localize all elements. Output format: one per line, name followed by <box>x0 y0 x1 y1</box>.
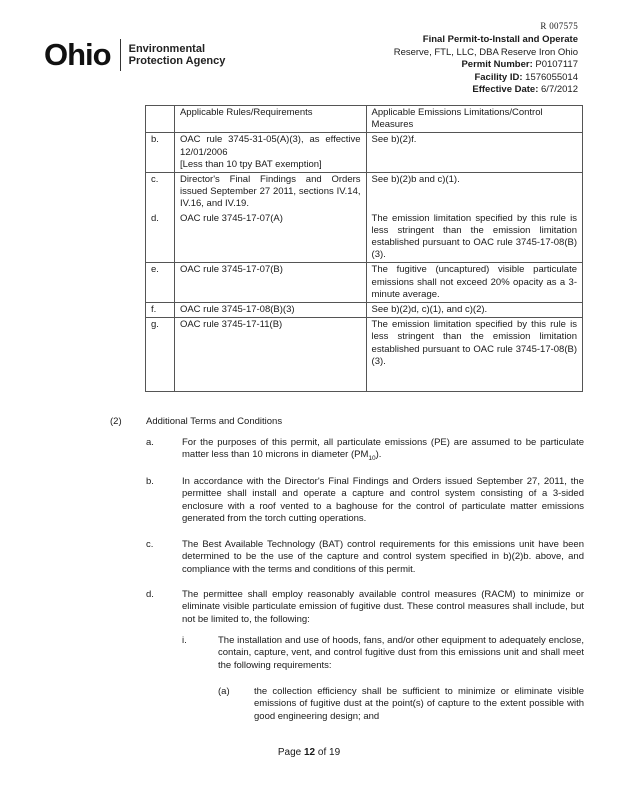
permit-number-line <box>340 59 578 72</box>
item-text: The Best Available Technology (BAT) control requirements for this emissions unit have been determined to be the use of the capture and control system specified in b)(2)b. above, and compliance with the terms and conditions of this permit. <box>182 539 584 575</box>
footer-prefix: Page <box>277 747 304 758</box>
effective-date-label: Effective Date: <box>472 84 539 96</box>
table-row <box>146 263 583 303</box>
row-limit <box>366 318 582 392</box>
row-rule: OAC rule 3745-17-08(B)(3) <box>174 303 366 318</box>
table-row <box>146 133 583 173</box>
row-letter: e. <box>146 263 175 303</box>
permit-number-label: Permit Number: <box>461 59 533 71</box>
row-letter: d. <box>146 212 175 263</box>
permit-number-value: P0107117 <box>535 59 578 71</box>
logo-agency-line2: Protection Agency <box>128 55 226 67</box>
permit-title: Final Permit-to-Install and Operate <box>422 34 578 45</box>
logo-agency-name <box>129 43 226 68</box>
section-title: Additional Terms and Conditions <box>146 416 283 427</box>
subsubitem-label: (a) <box>218 686 230 697</box>
item-label: c. <box>146 539 154 550</box>
row-spacer <box>372 368 577 390</box>
list-item <box>146 437 584 463</box>
row-letter: c. <box>146 173 175 212</box>
item-text-main: For the purposes of this permit, all particulate emissions (PE) are assumed to be particulate matter less than 10 microns in diameter (PM <box>182 437 584 461</box>
footer-middle: of <box>315 747 330 758</box>
page-reference-number: R 007575 <box>540 21 578 31</box>
permittee-name: Reserve, FTL, LLC, DBA Reserve Iron Ohio <box>393 46 578 58</box>
facility-id-line <box>340 72 578 85</box>
list-item <box>146 539 584 577</box>
row-rule: Director's Final Findings and Orders issued September 27 2011, sections IV.14, IV.16, and IV.19. <box>174 173 366 212</box>
permit-header <box>340 34 578 97</box>
page-footer <box>0 747 618 758</box>
table-header-row <box>146 106 583 133</box>
item-label: b. <box>146 476 154 487</box>
item-text <box>182 437 584 465</box>
row-limit: See b)(2)b and c)(1). <box>366 173 582 212</box>
row-limit: The fugitive (uncaptured) visible particulate emissions shall not exceed 20% opacity as a 3-minute average. <box>366 263 582 303</box>
row-rule-note: [Less than 10 tpy BAT exemption] <box>179 158 322 170</box>
item-text-end: ). <box>375 449 382 461</box>
item-text: The permittee shall employ reasonably available control measures (RACM) to minimize or eliminate visible particulate emission of fugitive dust. These control measures shall include, but not be limited to, the following: <box>182 589 584 625</box>
row-limit: See b)(2)f. <box>366 133 582 173</box>
item-text-subscript: 10 <box>368 455 376 463</box>
facility-id-value: 1576055014 <box>525 71 578 83</box>
sub-list-item <box>182 635 584 673</box>
item-label: a. <box>146 437 154 448</box>
ohio-epa-logo <box>44 38 225 72</box>
row-rule <box>174 133 366 173</box>
subsubitem-text: the collection efficiency shall be sufficient to minimize or eliminate visible emissions of fugitive dust at the point(s) of capture to the extent possible with good engineering design; and <box>254 686 584 722</box>
footer-page-total: 19 <box>329 747 341 758</box>
table-row <box>146 318 583 392</box>
footer-page-number: 12 <box>303 747 316 758</box>
requirements-table <box>145 105 583 392</box>
facility-id-label: Facility ID: <box>474 71 523 83</box>
subitem-label: i. <box>182 635 187 646</box>
item-text: In accordance with the Director's Final Findings and Orders issued September 27, 2011, the permittee shall install and operate a capture and control system consisting of a 3-sided enclosure with a roof vented to a baghouse for the control of particulate matter emissions generated from the torch cutting operations. <box>182 476 584 524</box>
row-letter: g. <box>146 318 175 392</box>
row-letter: b. <box>146 133 175 173</box>
logo-divider <box>120 39 121 71</box>
row-rule: OAC rule 3745-17-11(B) <box>174 318 366 392</box>
section-number: (2) <box>110 416 122 427</box>
row-rule: OAC rule 3745-17-07(A) <box>174 212 366 263</box>
effective-date-line <box>340 84 578 97</box>
subitem-text: The installation and use of hoods, fans, and/or other equipment to adequately enclose, contain, capture, vent, and control fugitive dust from this emissions unit and shall meet the following requirements: <box>218 635 584 671</box>
table-row <box>146 212 583 263</box>
list-item <box>146 476 584 526</box>
row-rule: OAC rule 3745-17-07(B) <box>174 263 366 303</box>
logo-wordmark: Ohio <box>44 37 111 72</box>
table-row <box>146 173 583 212</box>
row-limit-text: The emission limitation specified by this rule is less stringent than the emission limitation established pursuant to OAC rule 3745-17-08(B)(3). <box>371 319 577 367</box>
item-label: d. <box>146 589 154 600</box>
row-limit: The emission limitation specified by this rule is less stringent than the emission limitation established pursuant to OAC rule 3745-17-08(B)(3). <box>366 212 582 263</box>
table-header-limits: Applicable Emissions Limitations/Control Measures <box>366 106 582 133</box>
row-limit: See b)(2)d, c)(1), and c)(2). <box>366 303 582 318</box>
table-header-blank <box>146 106 175 133</box>
table-header-rules: Applicable Rules/Requirements <box>174 106 366 133</box>
list-item <box>146 589 584 627</box>
row-letter: f. <box>146 303 175 318</box>
sub-sub-list-item <box>218 686 584 724</box>
row-rule-text: OAC rule 3745-31-05(A)(3), as effective 12/01/2006 <box>179 134 361 158</box>
table-row <box>146 303 583 318</box>
logo-agency-line1: Environmental <box>128 42 206 55</box>
effective-date-value: 6/7/2012 <box>541 84 578 96</box>
